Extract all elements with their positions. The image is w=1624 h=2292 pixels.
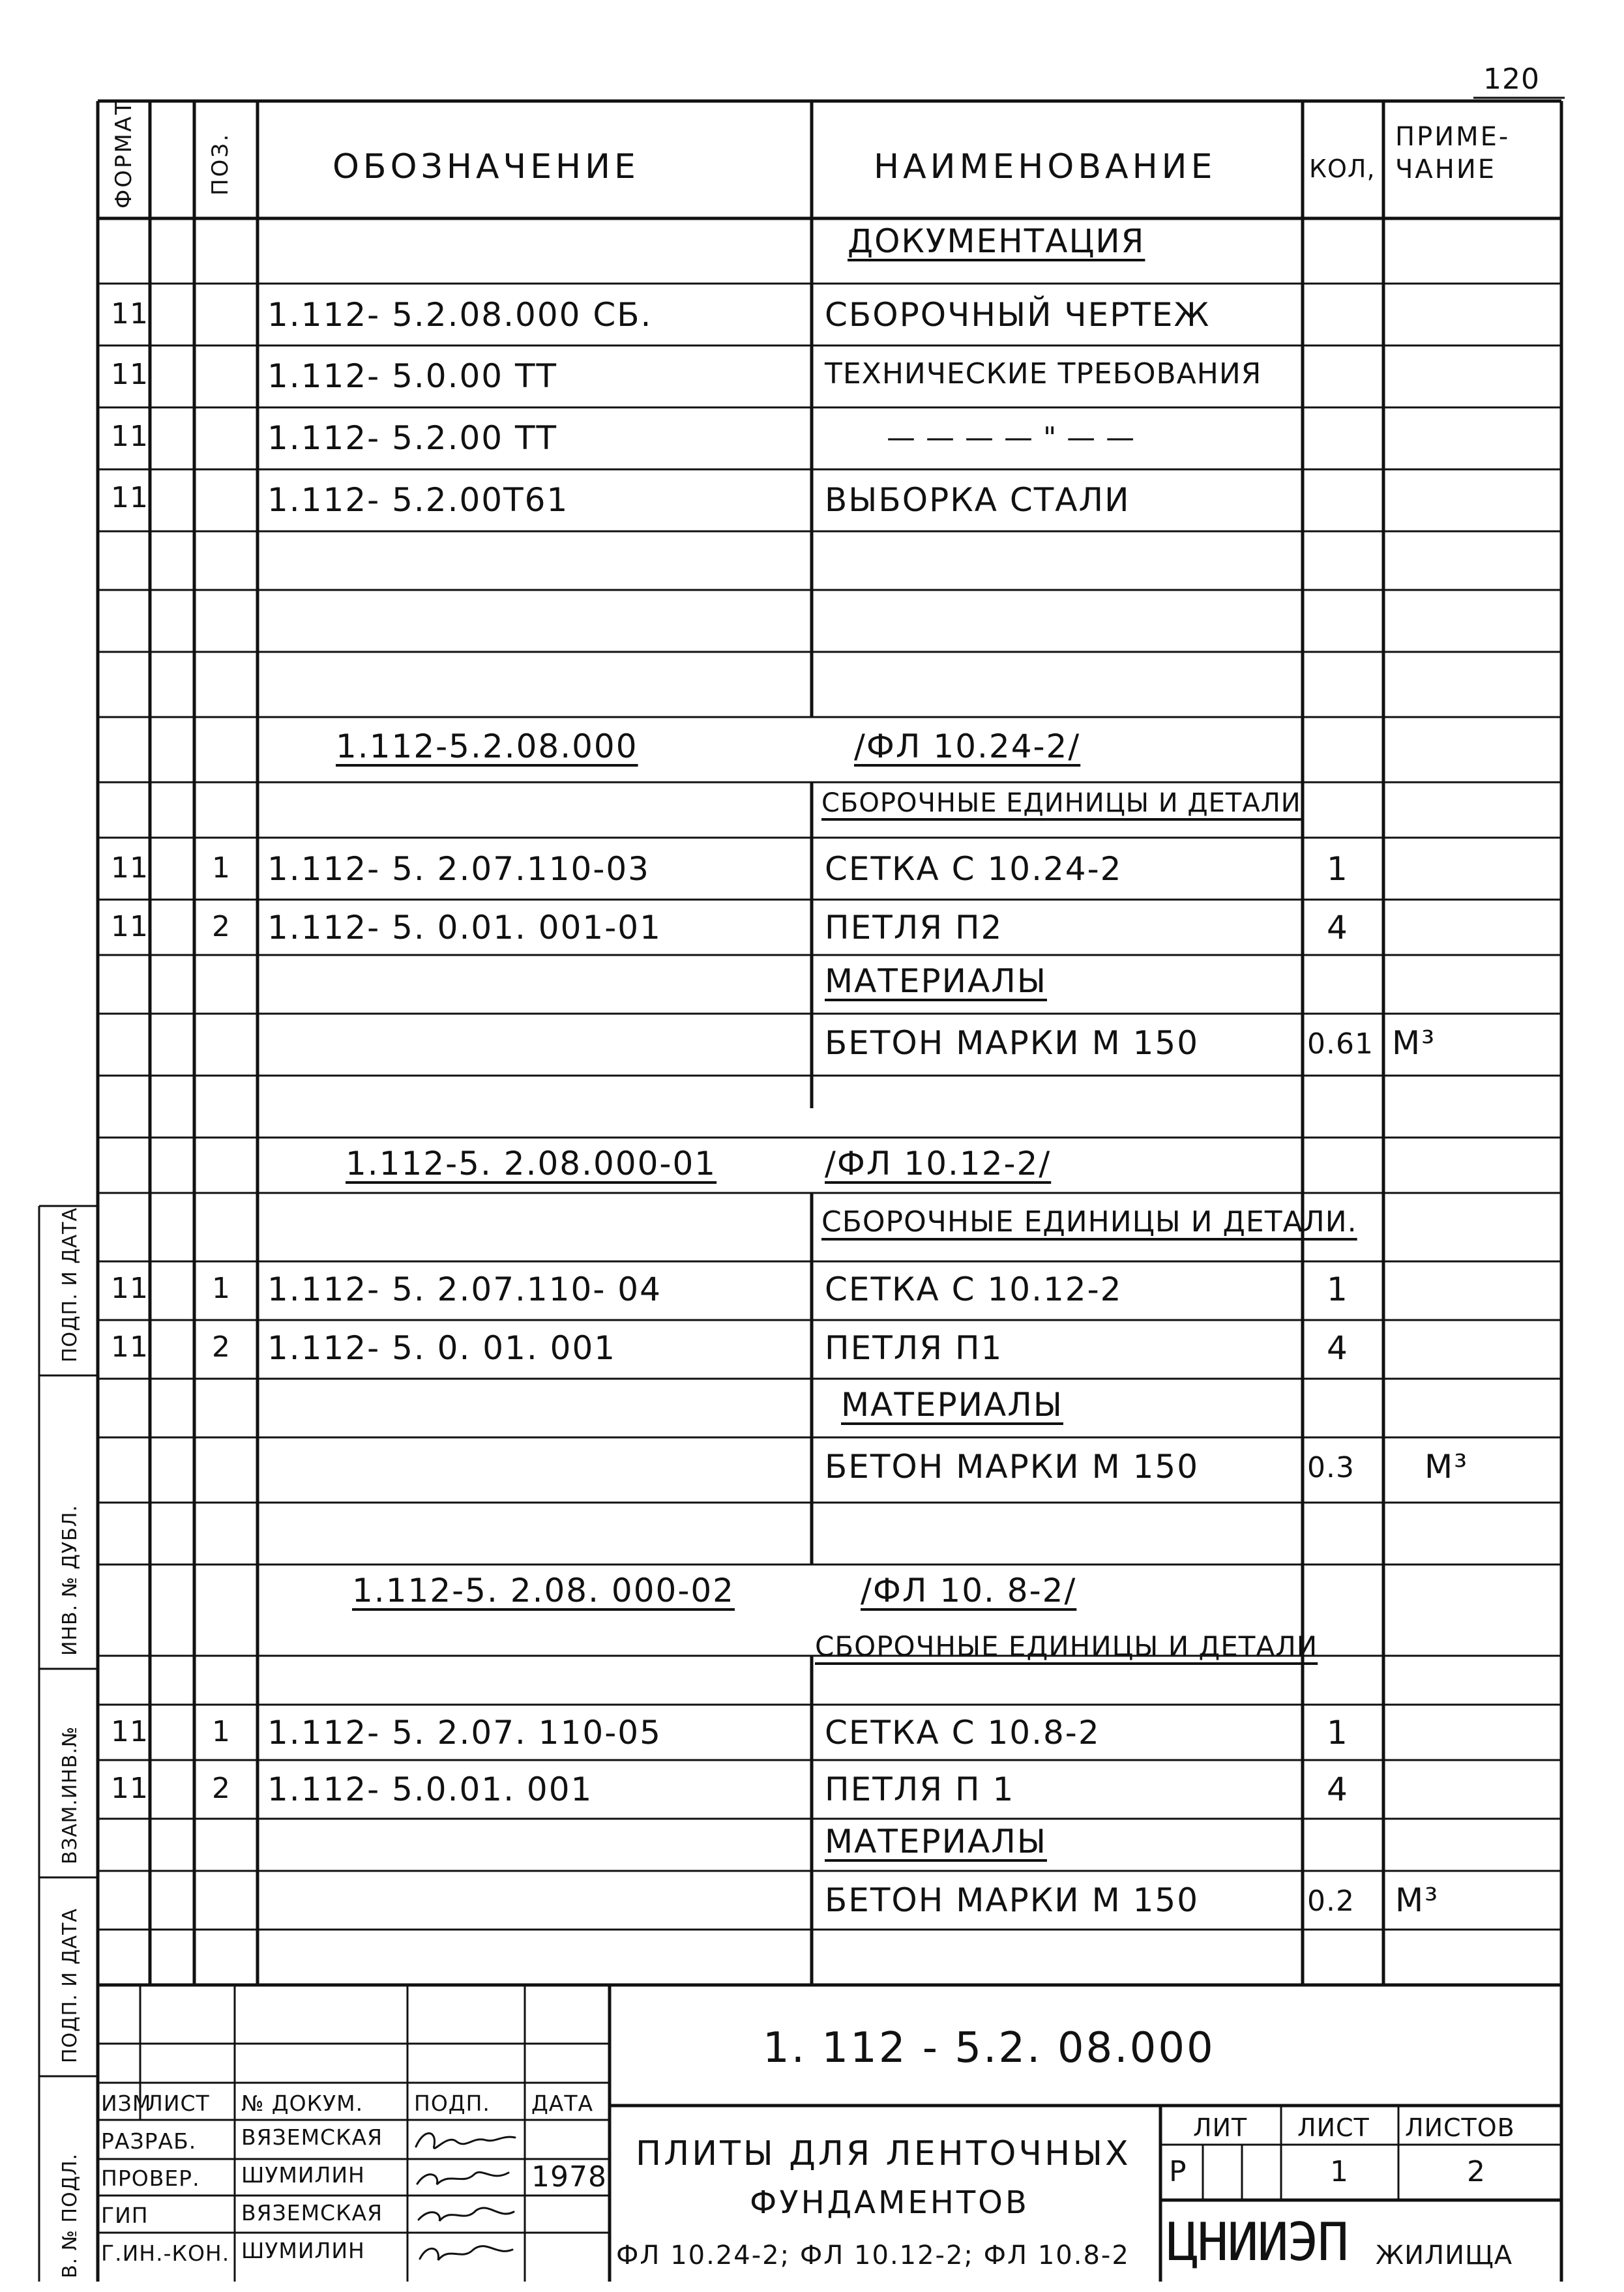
stamp-title-line3: ФЛ 10.24-2; ФЛ 10.12-2; ФЛ 10.8-2 — [616, 2241, 1130, 2270]
stamp-sheets-label: ЛИСТОВ — [1405, 2113, 1515, 2142]
stamp-org: ЦНИИЭП — [1167, 2212, 1348, 2272]
stamp-lit-value: Р — [1169, 2155, 1187, 2188]
material-unit: М³ — [1395, 1881, 1439, 1919]
item-pos: 2 — [212, 1772, 231, 1805]
item-pos: 1 — [212, 1715, 231, 1748]
stamp-sheet-value: 1 — [1330, 2155, 1349, 2188]
stamp-role: ПРОВЕР. — [101, 2166, 200, 2191]
section-mark: /ФЛ 10. 8-2/ — [861, 1572, 1077, 1609]
stamp-person: ВЯЗЕМСКАЯ — [241, 2124, 383, 2150]
item-pos: 2 — [212, 1330, 231, 1364]
item-name: ПЕТЛЯ П2 — [825, 909, 1003, 947]
header-format: ФОРМАТ — [111, 99, 137, 209]
item-pos: 1 — [212, 1272, 231, 1305]
section-mark: /ФЛ 10.24-2/ — [854, 727, 1081, 765]
doc-row-designation: 1.112- 5.2.08.000 СБ. — [267, 296, 653, 334]
header-qty: КОЛ, — [1309, 154, 1376, 183]
doc-row-name: ТЕХНИЧЕСКИЕ ТРЕБОВАНИЯ — [825, 357, 1262, 390]
stamp-col-change: ИЗМ — [101, 2091, 152, 2116]
section-designation: 1.112-5. 2.08. 000-02 — [352, 1572, 735, 1609]
item-designation: 1.112- 5. 2.07. 110-05 — [267, 1714, 662, 1752]
header-note: ПРИМЕ- ЧАНИЕ — [1395, 122, 1511, 184]
doc-row-format: 11 — [111, 297, 149, 331]
item-designation: 1.112- 5. 2.07.110-03 — [267, 850, 650, 888]
item-qty: 4 — [1327, 1770, 1349, 1808]
item-pos: 2 — [212, 910, 231, 943]
stamp-col-sheet: ЛИСТ — [147, 2091, 210, 2116]
side-label-sign-date-2: ПОДП. И ДАТА — [59, 1907, 81, 2063]
material-qty: 0.2 — [1307, 1885, 1355, 1918]
stamp-col-sign: ПОДП. — [414, 2091, 490, 2116]
stamp-doc-designation: 1. 112 - 5.2. 08.000 — [763, 2024, 1215, 2072]
stamp-lit-label: ЛИТ — [1193, 2113, 1248, 2142]
material-unit: М³ — [1392, 1024, 1436, 1062]
item-name: СЕТКА С 10.24-2 — [825, 850, 1123, 888]
item-format: 11 — [111, 1715, 149, 1748]
signature-scribbles — [411, 2122, 522, 2278]
section-designation: 1.112-5. 2.08.000-01 — [346, 1145, 717, 1183]
item-pos: 1 — [212, 851, 231, 885]
side-label-orig-inv: В. № ПОДЛ. — [59, 2152, 81, 2278]
header-designation: ОБОЗНАЧЕНИЕ — [332, 147, 640, 186]
stamp-role: Г.ИН.-КОН. — [101, 2241, 230, 2266]
item-name: СЕТКА С 10.12-2 — [825, 1271, 1123, 1308]
item-format: 11 — [111, 1330, 149, 1364]
section-designation: 1.112-5.2.08.000 — [336, 727, 638, 765]
item-name: ПЕТЛЯ П1 — [825, 1329, 1003, 1367]
page-number: 120 — [1483, 63, 1540, 96]
material-qty: 0.3 — [1307, 1451, 1355, 1484]
stamp-sheets-value: 2 — [1467, 2155, 1486, 2188]
item-format: 11 — [111, 851, 149, 885]
item-name: СЕТКА С 10.8-2 — [825, 1714, 1100, 1752]
header-pos: ПОЗ. — [207, 132, 233, 196]
materials-title: МАТЕРИАЛЫ — [825, 1823, 1047, 1860]
section-units-title: СБОРОЧНЫЕ ЕДИНИЦЫ И ДЕТАЛИ — [821, 788, 1301, 818]
item-qty: 1 — [1327, 1714, 1349, 1752]
stamp-title-line2: ФУНДАМЕНТОВ — [750, 2184, 1029, 2221]
stamp-person: ШУМИЛИН — [241, 2162, 365, 2188]
material-qty: 0.61 — [1307, 1027, 1374, 1061]
doc-row-designation: 1.112- 5.2.00 ТТ — [267, 419, 558, 457]
doc-row-format: 11 — [111, 358, 149, 391]
item-designation: 1.112- 5. 0.01. 001-01 — [267, 909, 662, 947]
stamp-person: ВЯЗЕМСКАЯ — [241, 2200, 383, 2226]
doc-row-name: СБОРОЧНЫЙ ЧЕРТЕЖ — [825, 296, 1211, 334]
stamp-title-line1: ПЛИТЫ ДЛЯ ЛЕНТОЧНЫХ — [636, 2134, 1131, 2173]
item-qty: 4 — [1327, 909, 1349, 947]
material-unit: М³ — [1425, 1448, 1469, 1486]
section-units-title: СБОРОЧНЫЕ ЕДИНИЦЫ И ДЕТАЛИ — [815, 1630, 1318, 1662]
stamp-org-sub: ЖИЛИЩА — [1376, 2241, 1513, 2270]
doc-row-name: — — — — " — — — [887, 421, 1136, 454]
header-name: НАИМЕНОВАНИЕ — [874, 147, 1217, 186]
item-qty: 4 — [1327, 1329, 1349, 1367]
item-designation: 1.112- 5. 0. 01. 001 — [267, 1329, 617, 1367]
doc-row-format: 11 — [111, 481, 149, 514]
item-format: 11 — [111, 910, 149, 943]
doc-row-designation: 1.112- 5.2.00Т61 — [267, 481, 569, 519]
material-name: БЕТОН МАРКИ М 150 — [825, 1881, 1200, 1919]
item-name: ПЕТЛЯ П 1 — [825, 1770, 1015, 1808]
stamp-role: ГИП — [101, 2203, 149, 2228]
stamp-role: РАЗРАБ. — [101, 2128, 197, 2154]
item-designation: 1.112- 5. 2.07.110- 04 — [267, 1271, 662, 1308]
doc-row-designation: 1.112- 5.0.00 ТТ — [267, 357, 558, 395]
item-format: 11 — [111, 1272, 149, 1305]
documentation-title: ДОКУМЕНТАЦИЯ — [848, 222, 1145, 260]
stamp-col-date: ДАТА — [531, 2091, 594, 2116]
stamp-sheet-label: ЛИСТ — [1297, 2113, 1370, 2142]
material-name: БЕТОН МАРКИ М 150 — [825, 1024, 1200, 1062]
item-format: 11 — [111, 1772, 149, 1805]
side-label-replace-inv: ВЗАМ.ИНВ.№ — [59, 1726, 81, 1864]
materials-title: МАТЕРИАЛЫ — [841, 1386, 1063, 1424]
doc-row-name: ВЫБОРКА СТАЛИ — [825, 481, 1130, 519]
material-name: БЕТОН МАРКИ М 150 — [825, 1448, 1200, 1486]
item-designation: 1.112- 5.0.01. 001 — [267, 1770, 593, 1808]
stamp-col-docnum: № ДОКУМ. — [241, 2091, 364, 2116]
section-units-title: СБОРОЧНЫЕ ЕДИНИЦЫ И ДЕТАЛИ. — [821, 1205, 1357, 1239]
stamp-date: 1978 — [531, 2160, 607, 2194]
side-label-dup-inv: ИНВ. № ДУБЛ. — [59, 1505, 81, 1656]
materials-title: МАТЕРИАЛЫ — [825, 962, 1047, 1000]
item-qty: 1 — [1327, 850, 1349, 888]
item-qty: 1 — [1327, 1271, 1349, 1308]
doc-row-format: 11 — [111, 420, 149, 453]
section-mark: /ФЛ 10.12-2/ — [825, 1145, 1052, 1183]
side-label-sign-date: ПОДП. И ДАТА — [59, 1207, 81, 1362]
stamp-person: ШУМИЛИН — [241, 2238, 365, 2263]
